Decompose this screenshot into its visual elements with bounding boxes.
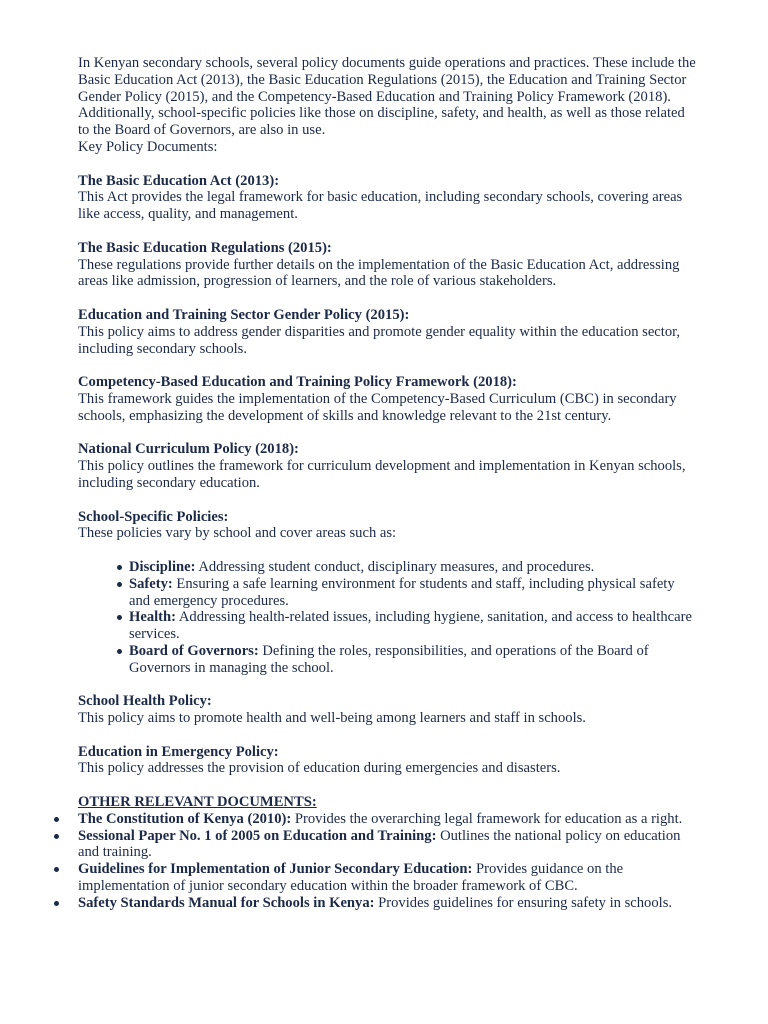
list-item-term: The Constitution of Kenya (2010): xyxy=(78,810,292,827)
list-item-text: Ensuring a safe learning environment for students and staff, including physical safety and emergency procedures. xyxy=(129,575,675,609)
section-body: This framework guides the implementation of the Competency-Based Curriculum (CBC) in secondary schools, emphasizing the development of skills and knowledge relevant to the 21st century. xyxy=(78,390,677,424)
list-item-jss-guidelines xyxy=(78,861,698,895)
policy-section-emergency xyxy=(78,744,698,778)
list-item-term: Safety: xyxy=(129,575,173,592)
section-heading: The Basic Education Regulations (2015): xyxy=(78,239,332,256)
intro-paragraph: In Kenyan secondary schools, several policy documents guide operations and practices. These include the Basic Education Act (2013), the Basic Education Regulations (2015), the Education and Training Sector Gender Policy (2015), and the Competency-Based Education and Training Policy Framework (2018). Additionally, school-specific policies like those on discipline, safety, and health, as well as those related to the Board of Governors, are also in use. xyxy=(78,55,696,139)
section-heading: School-Specific Policies: xyxy=(78,508,229,525)
section-heading: School Health Policy: xyxy=(78,693,212,710)
key-policy-label: Key Policy Documents: xyxy=(78,138,218,155)
list-item-text: Addressing student conduct, disciplinary measures, and procedures. xyxy=(195,558,595,575)
policy-section-school-health xyxy=(78,693,698,727)
school-specific-list xyxy=(78,559,698,677)
list-item-term: Safety Standards Manual for Schools in Kenya: xyxy=(78,894,375,911)
list-item-text: Defining the roles, responsibilities, and operations of the Board of Governors in managing the school. xyxy=(129,642,649,676)
section-heading: National Curriculum Policy (2018): xyxy=(78,441,299,458)
list-item-constitution xyxy=(78,811,698,828)
policy-section-gender-policy xyxy=(78,307,698,357)
policy-section-basic-education-regulations xyxy=(78,240,698,290)
section-heading: Competency-Based Education and Training Policy Framework (2018): xyxy=(78,374,517,391)
list-item-text: Provides the overarching legal framework for education as a right. xyxy=(291,810,683,827)
policy-section-basic-education-act xyxy=(78,173,698,223)
list-item-board-of-governors xyxy=(129,643,698,677)
list-item-text: Addressing health-related issues, including hygiene, sanitation, and access to healthcare services. xyxy=(129,609,692,643)
section-body: These policies vary by school and cover areas such as: xyxy=(78,525,397,542)
list-item-text: Provides guidelines for ensuring safety in schools. xyxy=(374,894,673,911)
list-item-term: Health: xyxy=(129,609,177,626)
section-body: This policy aims to promote health and well-being among learners and staff in schools. xyxy=(78,710,586,727)
policy-section-school-specific xyxy=(78,509,698,677)
other-documents-list xyxy=(78,811,698,912)
list-item-term: Board of Governors: xyxy=(129,642,259,659)
section-body: These regulations provide further details on the implementation of the Basic Education Act, addressing areas like admission, progression of learners, and the role of various stakeholders. xyxy=(78,256,680,290)
list-item-safety xyxy=(129,576,698,610)
section-body: This policy addresses the provision of education during emergencies and disasters. xyxy=(78,760,561,777)
list-item-term: Guidelines for Implementation of Junior Secondary Education: xyxy=(78,861,473,878)
policy-section-cbc-framework xyxy=(78,374,698,424)
section-heading: The Basic Education Act (2013): xyxy=(78,172,280,189)
section-body: This policy outlines the framework for curriculum development and implementation in Kenyan schools, including secondary education. xyxy=(78,458,686,491)
section-body: This Act provides the legal framework for basic education, including secondary schools, covering areas like access, quality, and management. xyxy=(78,189,683,223)
list-item-safety-manual xyxy=(78,895,698,912)
list-item-health xyxy=(129,609,698,643)
list-item-discipline xyxy=(129,559,698,576)
document-body xyxy=(78,55,698,912)
section-heading: Education and Training Sector Gender Policy (2015): xyxy=(78,306,410,323)
list-item-text: Provides guidance on the implementation of junior secondary education within the broader framework of CBC. xyxy=(78,861,624,895)
policy-section-national-curriculum xyxy=(78,441,698,491)
list-item-sessional-paper xyxy=(78,828,698,862)
list-item-term: Discipline: xyxy=(129,558,196,575)
other-documents-title: OTHER RELEVANT DOCUMENTS: xyxy=(78,794,317,811)
list-item-term: Sessional Paper No. 1 of 2005 on Education and Training: xyxy=(78,827,437,844)
list-item-text: Outlines the national policy on education and training. xyxy=(78,827,681,861)
section-heading: Education in Emergency Policy: xyxy=(78,743,279,760)
section-body: This policy aims to address gender disparities and promote gender equality within the education sector, including secondary schools. xyxy=(78,323,681,357)
